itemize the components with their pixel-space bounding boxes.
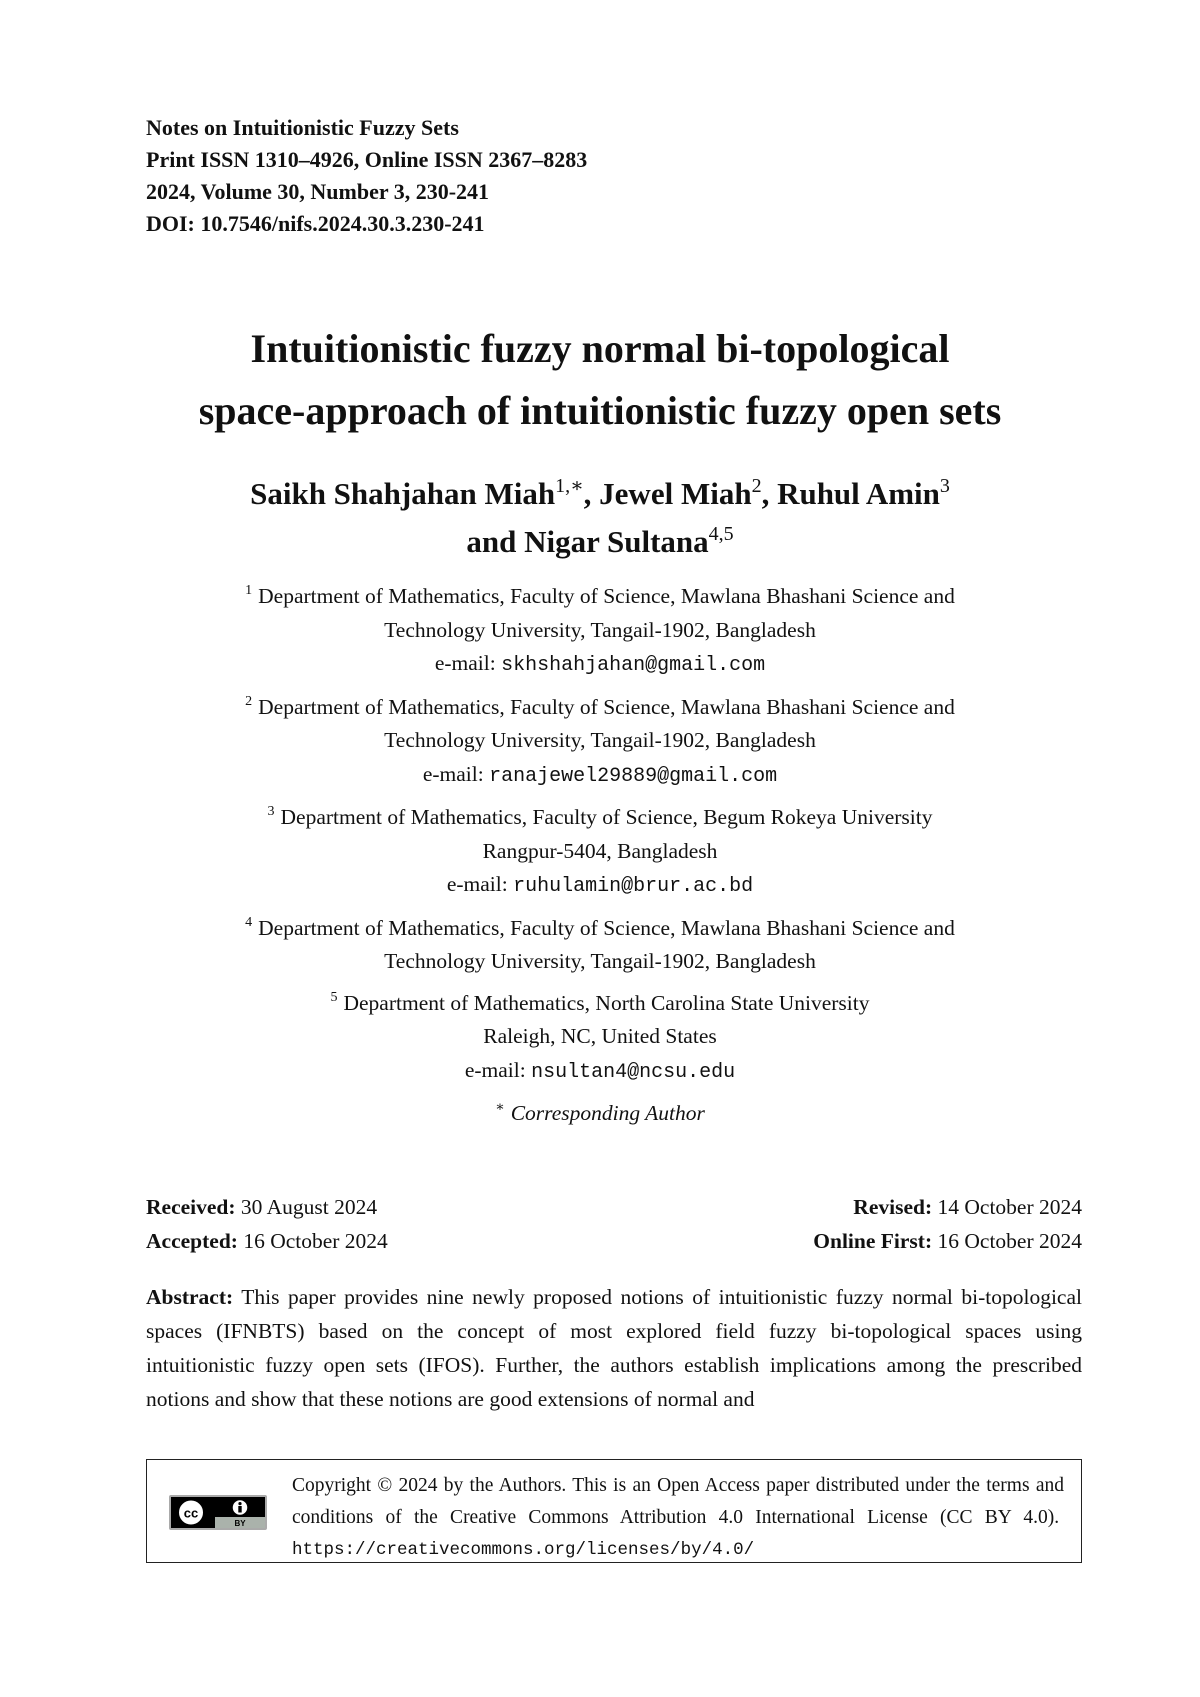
affiliation-number: 1 [245,583,253,598]
license-url-link[interactable]: https://creativecommons.org/licenses/by/4.0/ [292,1540,755,1560]
cc-by-icon [169,1495,267,1530]
affiliation-line [0,691,1200,725]
license-text [292,1470,1064,1567]
accepted-date [146,1224,388,1258]
email-label: e-mail: [446,872,514,896]
email-address[interactable]: ranajewel29889@gmail.com [489,764,778,788]
author-affil-mark: 1,∗ [555,475,584,497]
affiliation-3 [0,801,1200,904]
affiliation-email [0,1054,1200,1090]
journal-header [146,112,587,240]
affiliation-number: 4 [245,914,253,930]
revised-value: 14 October 2024 [932,1195,1082,1219]
authors-line-2 [0,518,1200,566]
online-first-value: 16 October 2024 [932,1229,1082,1253]
affiliation-text: Department of Mathematics, Faculty of Science, Mawlana Bhashani Science and [258,584,955,608]
cc-by-logo-graphic [171,1497,265,1528]
accepted-value: 16 October 2024 [237,1229,388,1253]
journal-doi: DOI: 10.7546/nifs.2024.30.3.230-241 [146,211,485,236]
author-affil-mark: 4,5 [708,523,734,545]
received-date [146,1190,377,1224]
email-label: e-mail: [434,651,502,675]
affiliation-line [0,912,1200,946]
email-address[interactable]: nsultan4@ncsu.edu [531,1060,736,1084]
online-first-label: Online First: [813,1229,933,1253]
journal-name: Notes on Intuitionistic Fuzzy Sets [146,115,459,140]
license-box [146,1459,1082,1563]
author-name: Ruhul Amin [777,476,940,511]
by-logo-text: BY [234,1519,246,1528]
affiliation-2 [0,691,1200,794]
affiliation-1 [0,580,1200,683]
author-conjunction: and [466,524,525,559]
authors-line-1 [0,470,1200,518]
affiliation-number: 3 [267,804,275,819]
corresponding-mark: ∗ [495,1100,505,1115]
affiliation-text: Department of Mathematics, Faculty of Science, Mawlana Bhashani Science and [258,694,955,719]
received-label: Received: [146,1195,236,1219]
dates-row-2 [146,1224,1082,1258]
affiliation-list [0,580,1200,1131]
affiliation-4 [0,912,1200,979]
affiliation-number: 2 [245,693,253,709]
author-list [0,470,1200,566]
affiliation-number: 5 [330,989,338,1005]
abstract [146,1280,1082,1416]
author-separator: , [583,476,600,511]
affiliation-email [0,868,1200,904]
abstract-label: Abstract: [146,1285,234,1309]
affiliation-text: Department of Mathematics, Faculty of Science, Mawlana Bhashani Science and [258,915,955,940]
affiliation-line: Technology University, Tangail-1902, Bangladesh [384,617,816,642]
affiliation-line [0,801,1200,835]
affiliation-line [0,580,1200,614]
affiliation-line: Technology University, Tangail-1902, Bangladesh [384,949,816,973]
journal-volume: 2024, Volume 30, Number 3, 230-241 [146,179,490,204]
paper-title [0,318,1200,442]
affiliation-line: Raleigh, NC, United States [483,1024,717,1048]
online-first-date [813,1224,1082,1258]
title-line-2: space-approach of intuitionistic fuzzy open sets [198,388,1002,433]
license-statement: Copyright © 2024 by the Authors. This is an Open Access paper distributed under the terms and conditions of the Creative Commons Attribution 4.0 International License (CC BY 4.0). [292,1475,1064,1528]
affiliation-line: Technology University, Tangail-1902, Bangladesh [384,728,816,752]
affiliation-text: Department of Mathematics, North Carolina State University [343,990,870,1015]
affiliation-5 [0,987,1200,1090]
title-line-1: Intuitionistic fuzzy normal bi-topological [250,326,950,371]
accepted-label: Accepted: [146,1229,238,1253]
email-address[interactable]: ruhulamin@brur.ac.bd [513,875,754,898]
author-name: Saikh Shahjahan Miah [250,476,556,511]
author-affil-mark: 3 [939,475,950,497]
journal-issn: Print ISSN 1310–4926, Online ISSN 2367–8283 [146,147,588,172]
cc-logo-text: cc [183,1505,199,1521]
revised-label: Revised: [853,1195,933,1219]
author-name: Nigar Sultana [524,524,709,559]
email-label: e-mail: [464,1057,532,1082]
affiliation-email [0,758,1200,794]
affiliation-text: Department of Mathematics, Faculty of Science, Begum Rokeya University [280,805,933,829]
corresponding-text: Corresponding Author [510,1101,705,1125]
affiliation-line: Rangpur-5404, Bangladesh [482,838,718,863]
email-label: e-mail: [422,761,490,786]
author-affil-mark: 2 [751,475,762,497]
corresponding-author-note [0,1097,1200,1131]
author-separator: , [761,476,778,511]
affiliation-email [0,647,1200,683]
revised-date [853,1190,1082,1224]
author-name: Jewel Miah [599,476,752,511]
abstract-text: This paper provides nine newly proposed notions of intuitionistic fuzzy normal bi-topological spaces (IFNBTS) based on the concept of most explored field fuzzy bi-topological spaces using intuitionistic fuzzy open sets (IFOS). Further, the authors establish implications among the prescribed notions and show that these notions are good extensions of normal and [146,1285,1082,1411]
dates-block [146,1190,1082,1258]
email-address[interactable]: skhshahjahan@gmail.com [501,654,766,677]
affiliation-line [0,987,1200,1021]
dates-row-1 [146,1190,1082,1224]
received-value: 30 August 2024 [235,1195,378,1219]
